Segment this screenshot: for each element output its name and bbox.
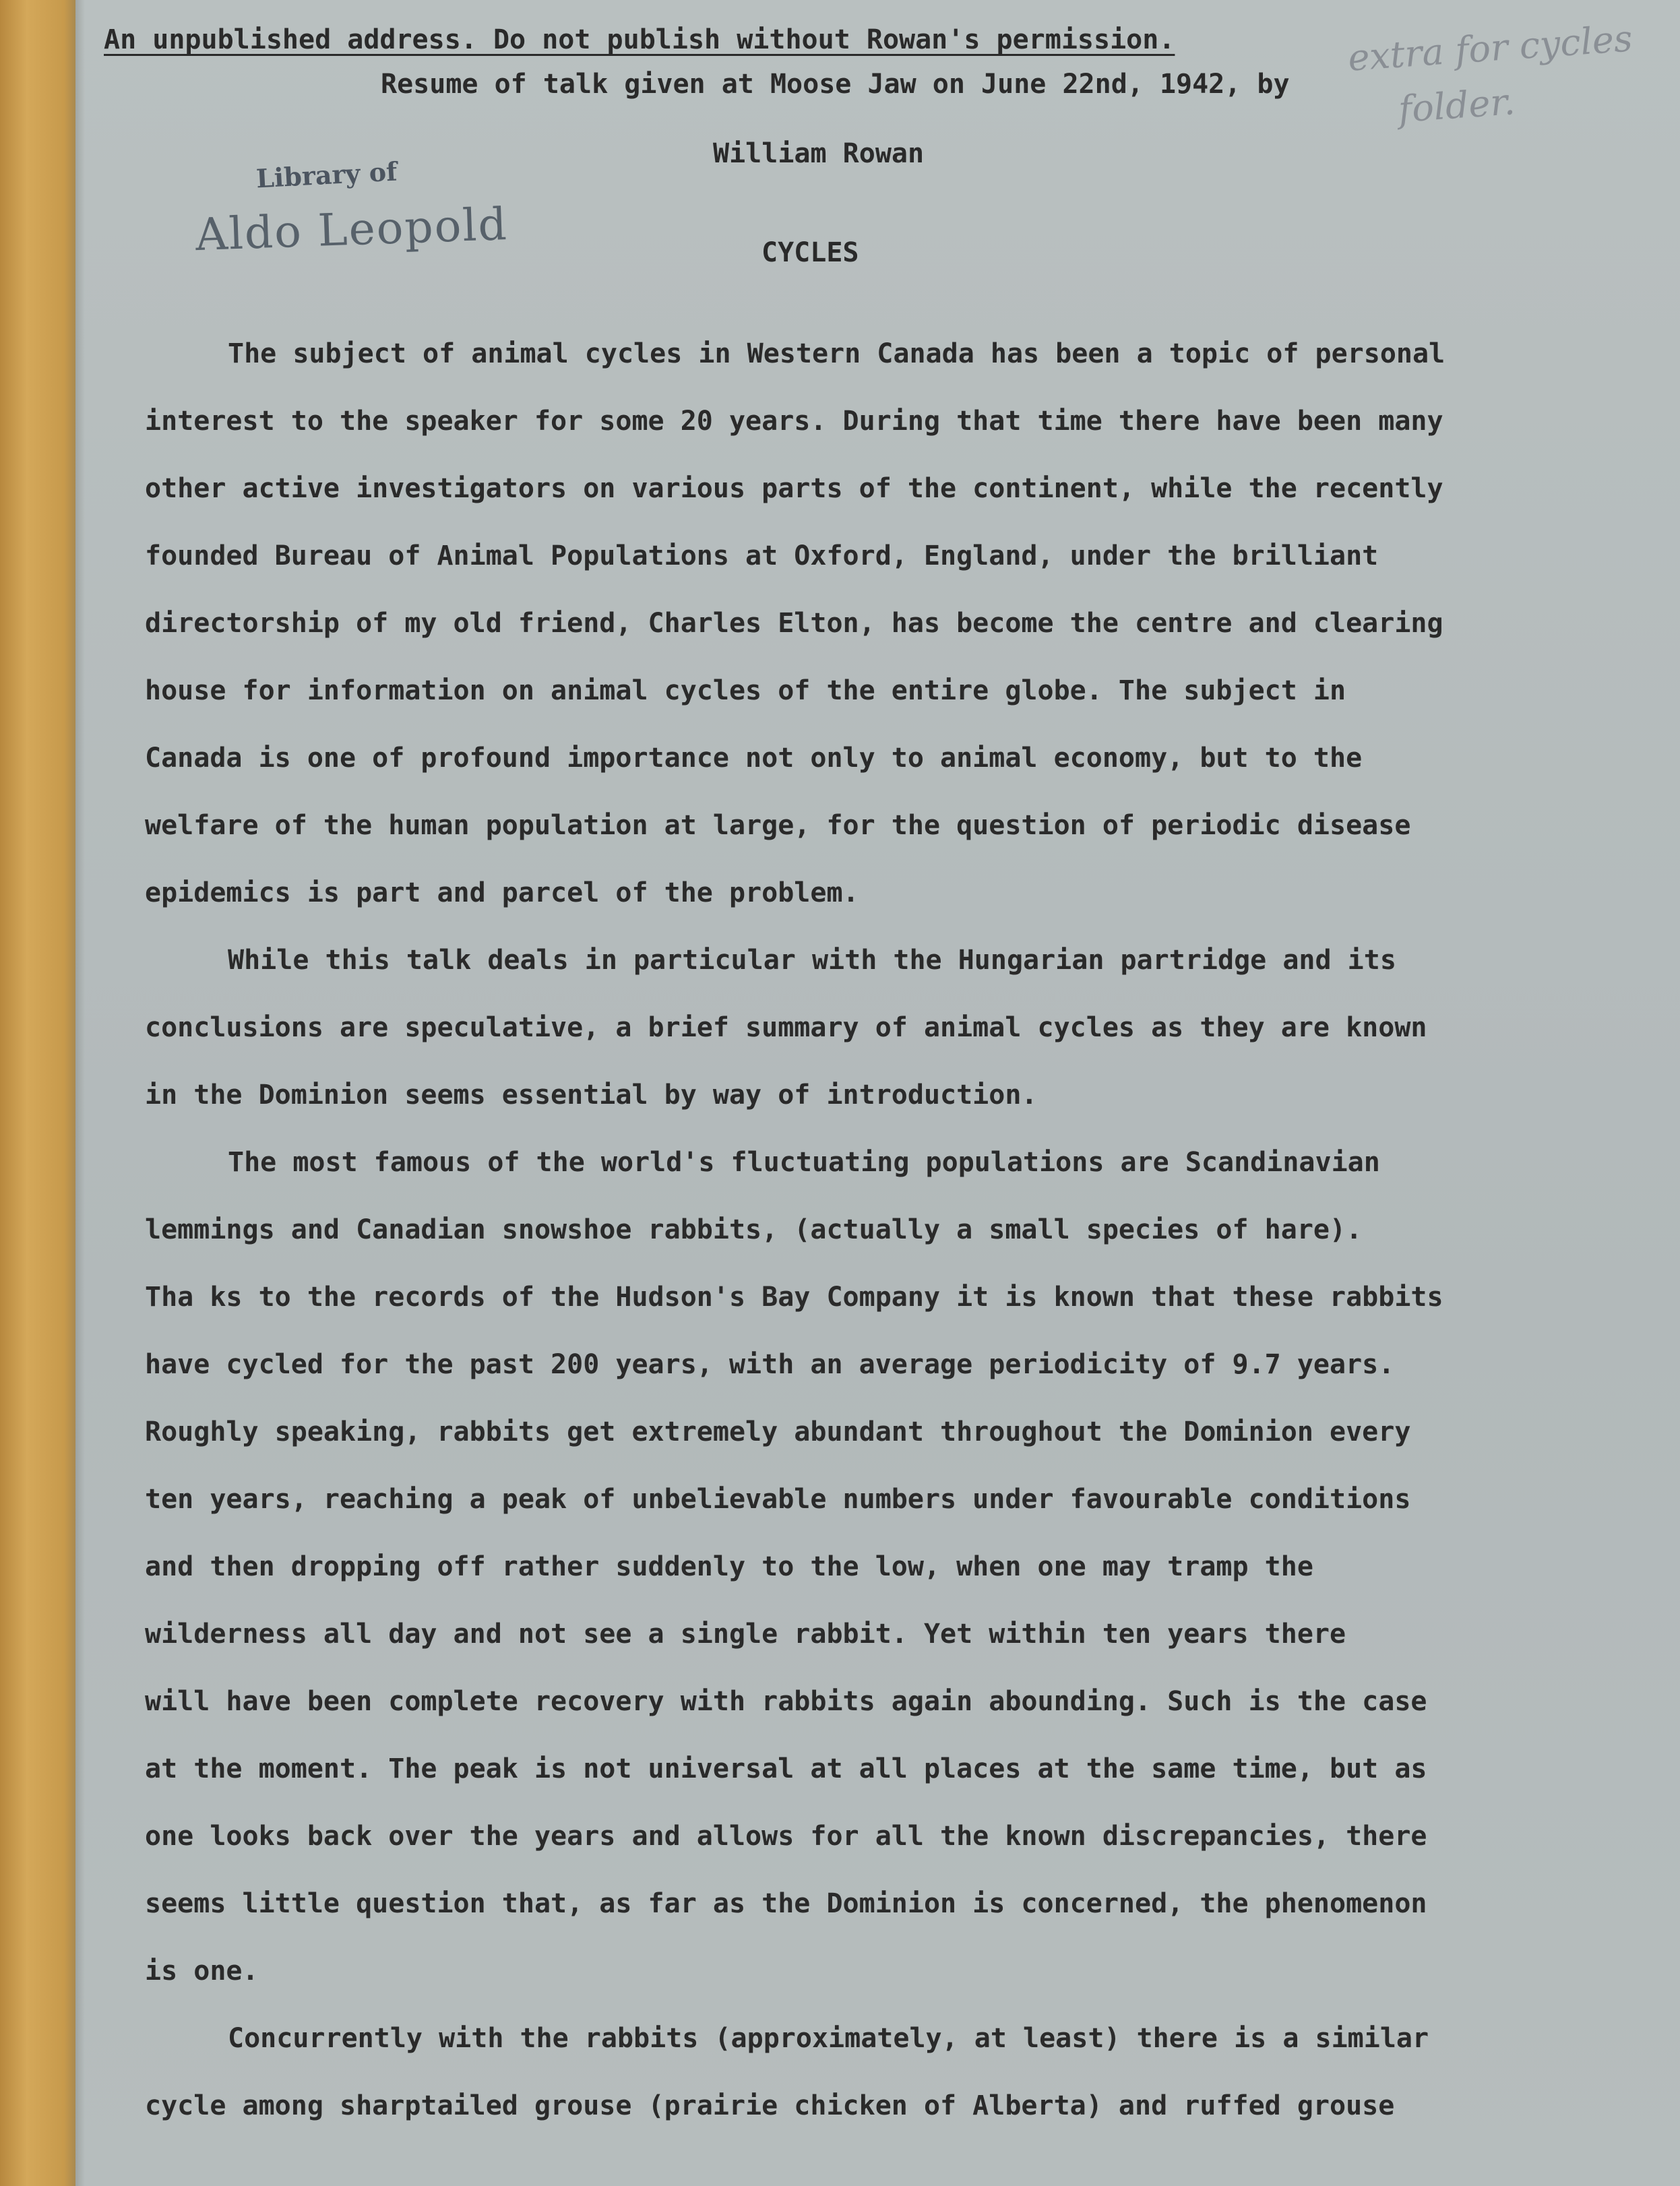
library-stamp-line1: Library of [255,156,398,194]
body-line: one looks back over the years and allows for all the known discrepancies, there [145,1821,1427,1852]
body-line: cycle among sharptailed grouse (prairie chicken of Alberta) and ruffed grouse [145,2090,1395,2121]
body-line: conclusions are speculative, a brief summary of animal cycles as they are known [145,1012,1427,1043]
body-line: The subject of animal cycles in Western Canada has been a topic of personal [228,338,1445,369]
body-line: is one. [145,1956,259,1987]
resume-line: Resume of talk given at Moose Jaw on June 22nd, 1942, by [381,69,1290,100]
author-name: William Rowan [713,138,925,169]
body-line: founded Bureau of Animal Populations at Oxford, England, under the brilliant [145,540,1379,571]
body-line: will have been complete recovery with rabbits again abounding. Such is the case [145,1686,1427,1717]
folder-edge [0,0,75,2186]
body-line: in the Dominion seems essential by way of introduction. [145,1080,1038,1111]
body-line: interest to the speaker for some 20 years. During that time there have been many [145,406,1443,437]
body-line: have cycled for the past 200 years, with an average periodicity of 9.7 years. [145,1349,1395,1380]
body-line: welfare of the human population at large, for the question of periodic disease [145,810,1411,841]
body-line: seems little question that, as far as the Dominion is concerned, the phenomenon [145,1888,1427,1919]
document-title: CYCLES [761,237,859,268]
body-line: and then dropping off rather suddenly to the low, when one may tramp the [145,1551,1313,1582]
body-line: wilderness all day and not see a single rabbit. Yet within ten years there [145,1619,1346,1650]
body-line: house for information on animal cycles of the entire globe. The subject in [145,675,1346,706]
body-line: at the moment. The peak is not universal at all places at the same time, but as [145,1753,1427,1784]
handwritten-note-line2: folder. [1397,80,1517,131]
body-line: Tha ks to the records of the Hudson's Bay Company it is known that these rabbits [145,1282,1443,1313]
publication-notice: An unpublished address. Do not publish without Rowan's permission. [104,24,1175,55]
body-line: Canada is one of profound importance not only to animal economy, but to the [145,743,1363,774]
body-line: directorship of my old friend, Charles Elton, has become the centre and clearing [145,608,1443,639]
body-line: While this talk deals in particular with the Hungarian partridge and its [228,945,1396,976]
body-line: other active investigators on various parts of the continent, while the recently [145,473,1443,504]
body-line: Concurrently with the rabbits (approximately, at least) there is a similar [228,2023,1429,2054]
body-line: The most famous of the world's fluctuating populations are Scandinavian [228,1147,1380,1178]
body-line: lemmings and Canadian snowshoe rabbits, (actually a small species of hare). [145,1214,1363,1245]
handwritten-note-line1: extra for cycles [1346,17,1634,80]
library-stamp-line2: Aldo Leopold [194,197,509,261]
body-line: epidemics is part and parcel of the problem. [145,877,859,908]
body-line: Roughly speaking, rabbits get extremely abundant throughout the Dominion every [145,1416,1411,1447]
body-line: ten years, reaching a peak of unbelievable numbers under favourable conditions [145,1484,1411,1515]
